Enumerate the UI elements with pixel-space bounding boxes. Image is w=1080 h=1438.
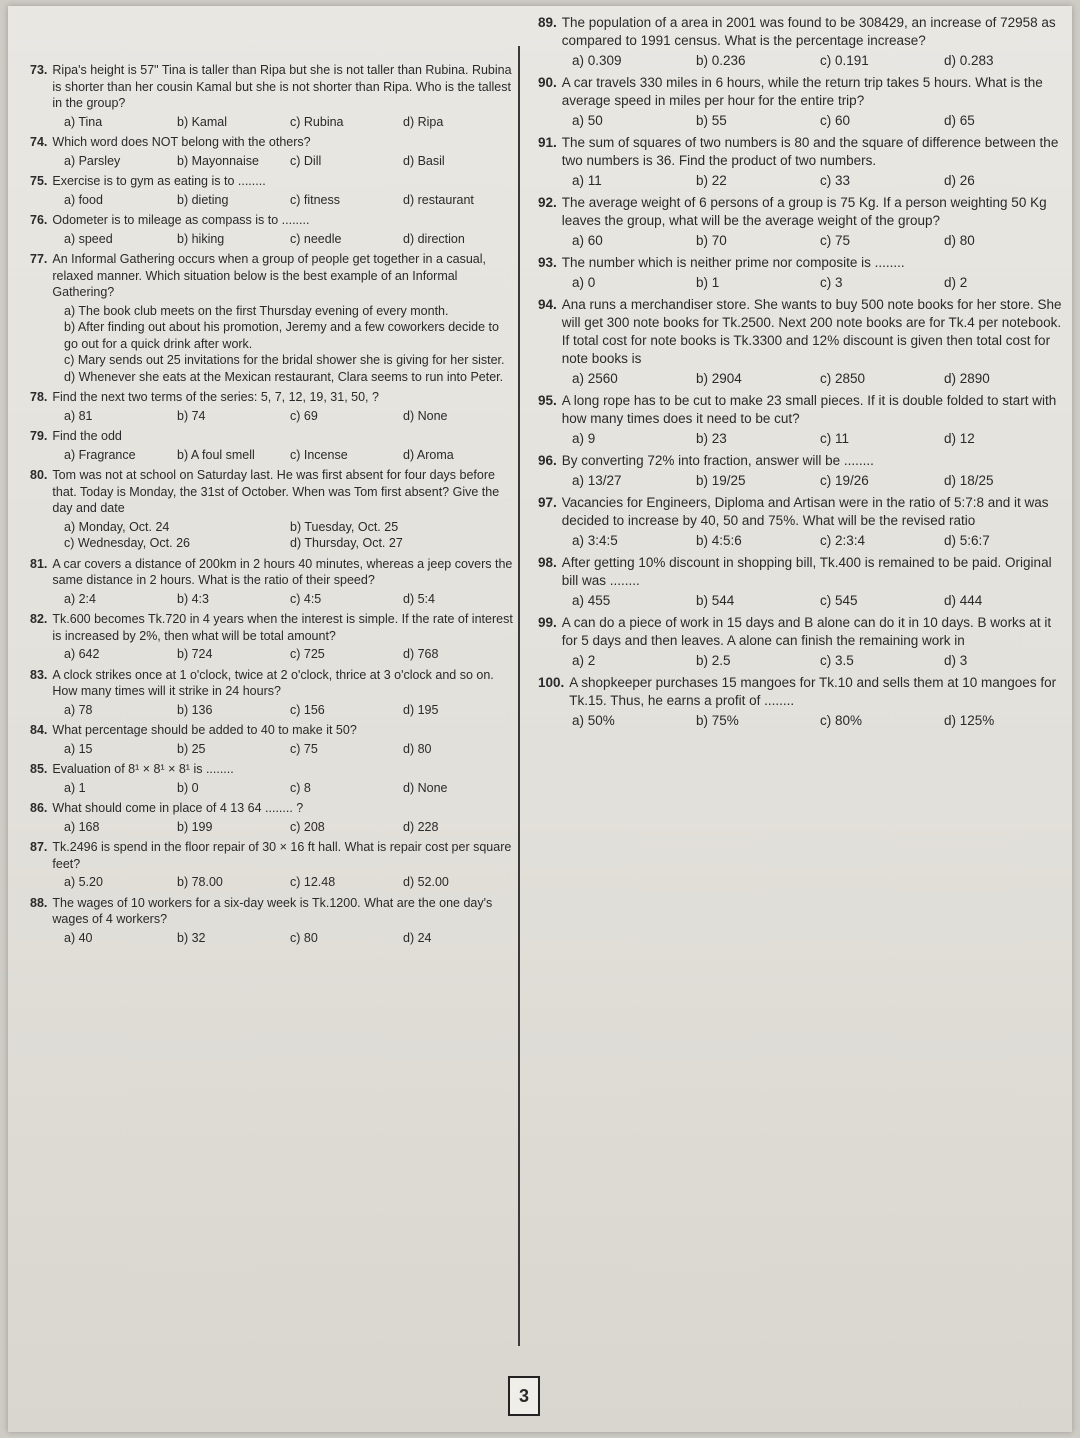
question-text: Odometer is to mileage as compass is to ........ bbox=[52, 213, 310, 227]
answer-option: b) 544 bbox=[696, 593, 735, 608]
answer-options bbox=[30, 231, 516, 248]
question-86 bbox=[30, 800, 516, 835]
answer-option: c) 60 bbox=[820, 113, 851, 128]
answer-option: c) 69 bbox=[290, 408, 318, 423]
question-80 bbox=[30, 467, 516, 552]
answer-option: d) direction bbox=[403, 231, 465, 246]
question-stem bbox=[30, 667, 516, 700]
answer-option: d) 26 bbox=[944, 173, 975, 188]
answer-option: c) needle bbox=[290, 231, 342, 246]
answer-options bbox=[538, 532, 1068, 550]
answer-option: a) 0.309 bbox=[572, 53, 622, 68]
answer-options bbox=[538, 472, 1068, 490]
answer-option: a) speed bbox=[64, 231, 113, 246]
question-number: 91. bbox=[538, 135, 557, 150]
answer-options bbox=[30, 114, 516, 131]
question-number: 73. bbox=[30, 63, 48, 77]
question-84 bbox=[30, 722, 516, 757]
question-79 bbox=[30, 428, 516, 463]
answer-option: c) 80% bbox=[820, 713, 863, 728]
question-text: A car travels 330 miles in 6 hours, while the return trip takes 5 hours. What is the average speed in miles per hour for the entire trip? bbox=[561, 75, 1043, 108]
question-text: The population of a area in 2001 was found to be 308429, an increase of 72958 as compared to 1991 census. What is the percentage increase? bbox=[561, 15, 1056, 48]
answer-option: c) Rubina bbox=[290, 114, 344, 129]
answer-option: d) Basil bbox=[403, 153, 445, 168]
answer-options bbox=[538, 430, 1068, 448]
answer-options bbox=[30, 874, 516, 891]
question-text: An Informal Gathering occurs when a group of people get together in a casual, relaxed manner. Which situation below is the best example of an Informal Gathering? bbox=[52, 252, 486, 299]
answer-option: c) 208 bbox=[290, 819, 325, 834]
question-96 bbox=[538, 452, 1068, 490]
column-divider bbox=[518, 46, 520, 1346]
answer-option: d) None bbox=[403, 780, 448, 795]
exam-page bbox=[8, 6, 1072, 1432]
question-stem bbox=[30, 761, 516, 778]
question-stem bbox=[30, 839, 516, 872]
question-93 bbox=[538, 254, 1068, 292]
answer-option: d) 24 bbox=[403, 930, 432, 945]
answer-option: b) 1 bbox=[696, 275, 720, 290]
answer-option: a) 455 bbox=[572, 593, 611, 608]
question-98 bbox=[538, 554, 1068, 610]
answer-option: a) 15 bbox=[64, 741, 93, 756]
answer-option: b) 19/25 bbox=[696, 473, 746, 488]
question-stem bbox=[538, 392, 1068, 428]
answer-option: c) 4:5 bbox=[290, 591, 322, 606]
answer-option: c) 3 bbox=[820, 275, 843, 290]
answer-option: d) 65 bbox=[944, 113, 975, 128]
question-number: 90. bbox=[538, 75, 557, 90]
answer-options bbox=[538, 232, 1068, 250]
question-number: 85. bbox=[30, 762, 48, 776]
answer-options bbox=[30, 447, 516, 464]
answer-option: c) Mary sends out 25 invitations for the bridal shower she is giving for her sister. bbox=[64, 353, 505, 367]
answer-option: d) 12 bbox=[944, 431, 975, 446]
answer-options bbox=[538, 52, 1068, 70]
question-stem bbox=[538, 614, 1068, 650]
answer-option: d) 52.00 bbox=[403, 875, 449, 889]
question-stem bbox=[30, 134, 516, 151]
answer-option: b) dieting bbox=[177, 192, 229, 207]
answer-option: b) 75% bbox=[696, 713, 739, 728]
question-number: 94. bbox=[538, 297, 557, 312]
question-97 bbox=[538, 494, 1068, 550]
question-text: What should come in place of 4 13 64 ........ ? bbox=[52, 801, 304, 815]
answer-option: a) 2 bbox=[572, 653, 596, 668]
question-stem bbox=[30, 428, 516, 445]
answer-option: c) 156 bbox=[290, 702, 325, 717]
answer-option: b) 2904 bbox=[696, 371, 742, 386]
question-text: A car covers a distance of 200km in 2 hours 40 minutes, whereas a jeep covers the same distance in 2 hours. What is the ratio of their speed? bbox=[52, 556, 513, 587]
question-81 bbox=[30, 556, 516, 608]
answer-option: a) 3:4:5 bbox=[572, 533, 618, 548]
answer-option: b) hiking bbox=[177, 231, 225, 246]
question-number: 95. bbox=[538, 393, 557, 408]
question-number: 97. bbox=[538, 495, 557, 510]
answer-option: a) 11 bbox=[572, 173, 602, 188]
question-text: After getting 10% discount in shopping bill, Tk.400 is remained to be paid. Original bill was ........ bbox=[561, 555, 1052, 588]
question-stem bbox=[538, 674, 1068, 710]
answer-option: d) restaurant bbox=[403, 192, 474, 207]
question-stem bbox=[30, 556, 516, 589]
answer-option: d) 125% bbox=[944, 713, 995, 728]
answer-options bbox=[538, 274, 1068, 292]
answer-option: c) 11 bbox=[820, 431, 850, 446]
question-text: Vacancies for Engineers, Diploma and Artisan were in the ratio of 5:7:8 and it was decided to increase by 40, 50 and 75%. What will be the revised ratio bbox=[561, 495, 1049, 528]
answer-options bbox=[538, 370, 1068, 388]
answer-option: b) 55 bbox=[696, 113, 727, 128]
question-stem bbox=[538, 494, 1068, 530]
answer-option: a) 2:4 bbox=[64, 591, 96, 606]
answer-option: c) 545 bbox=[820, 593, 858, 608]
answer-option: c) 75 bbox=[820, 233, 851, 248]
question-95 bbox=[538, 392, 1068, 448]
question-number: 98. bbox=[538, 555, 557, 570]
answer-option: c) 19/26 bbox=[820, 473, 869, 488]
answer-option: b) 2.5 bbox=[696, 653, 731, 668]
question-89 bbox=[538, 14, 1068, 70]
answer-option: a) Monday, Oct. 24 bbox=[64, 519, 170, 534]
answer-option: d) 5:6:7 bbox=[944, 533, 990, 548]
answer-option: a) The book club meets on the first Thursday evening of every month. bbox=[64, 303, 449, 318]
answer-option: c) 0.191 bbox=[820, 53, 869, 68]
right-question-column bbox=[538, 14, 1068, 734]
question-number: 77. bbox=[30, 252, 48, 266]
answer-option: a) 81 bbox=[64, 408, 93, 423]
question-text: The number which is neither prime nor composite is ........ bbox=[561, 255, 905, 270]
question-stem bbox=[538, 14, 1068, 50]
answer-option: a) 1 bbox=[64, 780, 86, 795]
answer-option: d) 2 bbox=[944, 275, 968, 290]
question-text: The sum of squares of two numbers is 80 and the square of difference between the two numbers is 36. Find the product of two numbers. bbox=[561, 135, 1059, 168]
question-78 bbox=[30, 389, 516, 424]
answer-options bbox=[30, 591, 516, 608]
question-76 bbox=[30, 212, 516, 247]
answer-option: c) 33 bbox=[820, 173, 851, 188]
question-stem bbox=[30, 251, 516, 301]
question-stem bbox=[30, 62, 516, 112]
question-stem bbox=[30, 173, 516, 190]
answer-option: c) 725 bbox=[290, 647, 325, 661]
answer-options bbox=[30, 702, 516, 719]
question-text: Ripa's height is 57" Tina is taller than Ripa but she is not taller than Rubina. Rubina is shorter than her cousin Kamal but she is not shorter than Ripa. Who is the tallest in the group? bbox=[52, 63, 512, 110]
answer-option: a) 168 bbox=[64, 819, 100, 834]
answer-option: a) 50% bbox=[572, 713, 615, 728]
answer-options bbox=[538, 592, 1068, 610]
question-stem bbox=[538, 296, 1068, 368]
question-number: 92. bbox=[538, 195, 557, 210]
answer-option: c) 3.5 bbox=[820, 653, 854, 668]
answer-option: d) 444 bbox=[944, 593, 983, 608]
answer-option: b) 70 bbox=[696, 233, 727, 248]
question-stem bbox=[30, 722, 516, 739]
question-text: A clock strikes once at 1 o'clock, twice at 2 o'clock, thrice at 3 o'clock and so on. How many times will it strike in 24 hours? bbox=[52, 667, 494, 698]
answer-option: d) 80 bbox=[403, 741, 432, 756]
answer-option: a) 50 bbox=[572, 113, 603, 128]
answer-options bbox=[30, 192, 516, 209]
answer-option: d) Ripa bbox=[403, 114, 444, 129]
answer-options bbox=[30, 780, 516, 797]
answer-option: d) 3 bbox=[944, 653, 968, 668]
question-number: 74. bbox=[30, 135, 48, 149]
question-number: 88. bbox=[30, 895, 48, 910]
question-stem bbox=[30, 212, 516, 229]
question-text: Tk.2496 is spend in the floor repair of 30 × 16 ft hall. What is repair cost per square feet? bbox=[52, 840, 512, 871]
question-text: Evaluation of 8¹ × 8¹ × 8¹ is ........ bbox=[52, 762, 234, 776]
answer-option: b) After finding out about his promotion, Jeremy and a few coworkers decide to go out for a quick drink after work. bbox=[64, 320, 499, 351]
question-stem bbox=[30, 467, 516, 517]
question-stem bbox=[538, 554, 1068, 590]
answer-option: d) Aroma bbox=[403, 447, 454, 462]
answer-option: b) Tuesday, Oct. 25 bbox=[290, 519, 399, 534]
answer-option: a) Parsley bbox=[64, 153, 121, 168]
question-number: 99. bbox=[538, 615, 557, 630]
answer-option: c) 12.48 bbox=[290, 875, 336, 889]
answer-options bbox=[30, 819, 516, 836]
left-question-column bbox=[30, 62, 516, 950]
answer-option: b) 4:3 bbox=[177, 591, 209, 606]
question-74 bbox=[30, 134, 516, 169]
answer-option: d) None bbox=[403, 408, 448, 423]
question-stem bbox=[538, 452, 1068, 470]
question-number: 87. bbox=[30, 840, 48, 854]
answer-options bbox=[30, 153, 516, 170]
answer-option: d) 5:4 bbox=[403, 591, 435, 606]
answer-option: b) 25 bbox=[177, 741, 206, 756]
answer-options bbox=[538, 712, 1068, 730]
question-stem bbox=[30, 800, 516, 817]
answer-options bbox=[30, 519, 516, 552]
question-number: 86. bbox=[30, 801, 48, 815]
answer-options bbox=[30, 408, 516, 425]
question-stem bbox=[538, 194, 1068, 230]
answer-option: b) 136 bbox=[177, 702, 213, 717]
question-88 bbox=[30, 895, 516, 947]
answer-option: c) Incense bbox=[290, 447, 348, 462]
question-text: Exercise is to gym as eating is to ........ bbox=[52, 174, 266, 188]
question-82 bbox=[30, 611, 516, 663]
answer-options bbox=[538, 652, 1068, 670]
answer-option: c) 80 bbox=[290, 930, 318, 945]
answer-option: a) 78 bbox=[64, 702, 93, 717]
question-73 bbox=[30, 62, 516, 130]
answer-options bbox=[30, 741, 516, 758]
question-text: A can do a piece of work in 15 days and B alone can do it in 10 days. B works at it for 5 days and then leaves. A alone can finish the remaining work in bbox=[561, 615, 1052, 648]
answer-options bbox=[538, 172, 1068, 190]
question-text: Which word does NOT belong with the others? bbox=[52, 135, 311, 149]
question-text: Find the odd bbox=[52, 429, 122, 443]
question-94 bbox=[538, 296, 1068, 388]
answer-option: b) 32 bbox=[177, 930, 206, 945]
answer-option: b) 22 bbox=[696, 173, 727, 188]
question-text: What percentage should be added to 40 to make it 50? bbox=[52, 723, 357, 737]
question-text: A long rope has to be cut to make 23 small pieces. If it is double folded to start with how many times does it need to be cut? bbox=[561, 393, 1057, 426]
question-number: 84. bbox=[30, 723, 48, 737]
question-stem bbox=[538, 134, 1068, 170]
question-text: The average weight of 6 persons of a group is 75 Kg. If a person weighting 50 Kg leaves the group, what will be the average weight of the group? bbox=[561, 195, 1047, 228]
question-text: Find the next two terms of the series: 5, 7, 12, 19, 31, 50, ? bbox=[52, 390, 379, 404]
answer-option: b) 74 bbox=[177, 408, 206, 423]
question-number: 96. bbox=[538, 453, 557, 468]
answer-option: d) 0.283 bbox=[944, 53, 994, 68]
answer-options bbox=[538, 112, 1068, 130]
answer-option: b) Mayonnaise bbox=[177, 153, 259, 168]
answer-options bbox=[30, 303, 516, 386]
question-77 bbox=[30, 251, 516, 385]
question-text: The wages of 10 workers for a six-day week is Tk.1200. What are the one day's wages of 4 workers? bbox=[52, 895, 493, 926]
question-87 bbox=[30, 839, 516, 891]
answer-option: d) 228 bbox=[403, 819, 439, 834]
question-number: 100. bbox=[538, 675, 565, 690]
question-text: Tom was not at school on Saturday last. He was first absent for four days before that. Today is Monday, the 31st of October. When was Tom first absent? Give the day and date bbox=[52, 468, 500, 515]
answer-option: c) Dill bbox=[290, 153, 322, 168]
question-text: Ana runs a merchandiser store. She wants to buy 500 note books for her store. She will get 300 note books for Tk.2500. Next 200 note books are for Tk.4 per notebook. If total cost for note books is Tk.3300 and 12% discount is given then total cost for note books is bbox=[561, 297, 1062, 366]
answer-option: a) 0 bbox=[572, 275, 596, 290]
answer-option: a) 40 bbox=[64, 930, 93, 945]
answer-option: a) 2560 bbox=[572, 371, 618, 386]
question-stem bbox=[538, 254, 1068, 272]
answer-option: a) 13/27 bbox=[572, 473, 622, 488]
answer-option: c) Wednesday, Oct. 26 bbox=[64, 536, 190, 550]
question-stem bbox=[30, 389, 516, 406]
answer-options bbox=[30, 646, 516, 663]
answer-option: b) 4:5:6 bbox=[696, 533, 742, 548]
answer-option: b) 724 bbox=[177, 647, 213, 661]
question-number: 81. bbox=[30, 556, 48, 571]
question-85 bbox=[30, 761, 516, 796]
question-number: 83. bbox=[30, 667, 48, 682]
answer-option: c) 8 bbox=[290, 780, 311, 795]
answer-option: b) 0 bbox=[177, 780, 199, 795]
question-90 bbox=[538, 74, 1068, 130]
question-number: 79. bbox=[30, 429, 48, 443]
answer-option: d) Thursday, Oct. 27 bbox=[290, 536, 403, 550]
question-number: 89. bbox=[538, 15, 557, 30]
question-91 bbox=[538, 134, 1068, 190]
page-number: 3 bbox=[508, 1376, 540, 1416]
question-stem bbox=[30, 895, 516, 928]
answer-option: b) A foul smell bbox=[177, 447, 255, 462]
question-number: 80. bbox=[30, 468, 48, 482]
question-number: 93. bbox=[538, 255, 557, 270]
question-text: By converting 72% into fraction, answer will be ........ bbox=[561, 453, 874, 468]
answer-option: a) Fragrance bbox=[64, 447, 136, 462]
answer-option: a) 9 bbox=[572, 431, 596, 446]
answer-option: a) Tina bbox=[64, 114, 103, 129]
answer-option: b) 199 bbox=[177, 819, 213, 834]
question-99 bbox=[538, 614, 1068, 670]
answer-option: c) fitness bbox=[290, 192, 341, 207]
answer-option: a) food bbox=[64, 192, 103, 207]
question-stem bbox=[30, 611, 516, 644]
question-number: 76. bbox=[30, 213, 48, 227]
answer-option: c) 75 bbox=[290, 741, 318, 756]
question-92 bbox=[538, 194, 1068, 250]
question-number: 75. bbox=[30, 174, 48, 188]
question-stem bbox=[538, 74, 1068, 110]
answer-option: b) 78.00 bbox=[177, 875, 223, 889]
answer-option: b) 0.236 bbox=[696, 53, 746, 68]
question-text: Tk.600 becomes Tk.720 in 4 years when the interest is simple. If the rate of interest is increased by 2%, then what will be total amount? bbox=[52, 612, 513, 643]
answer-option: a) 5.20 bbox=[64, 875, 103, 889]
question-83 bbox=[30, 667, 516, 719]
answer-option: b) Kamal bbox=[177, 114, 228, 129]
answer-option: d) 18/25 bbox=[944, 473, 994, 488]
answer-option: b) 23 bbox=[696, 431, 727, 446]
answer-option: c) 2:3:4 bbox=[820, 533, 866, 548]
answer-options bbox=[30, 930, 516, 947]
answer-option: d) 2890 bbox=[944, 371, 990, 386]
question-number: 78. bbox=[30, 390, 48, 404]
question-75 bbox=[30, 173, 516, 208]
answer-option: d) Whenever she eats at the Mexican restaurant, Clara seems to run into Peter. bbox=[64, 369, 504, 384]
answer-option: a) 642 bbox=[64, 647, 100, 661]
question-number: 82. bbox=[30, 612, 48, 626]
question-text: A shopkeeper purchases 15 mangoes for Tk.10 and sells them at 10 mangoes for Tk.15. Thus, he earns a profit of ........ bbox=[569, 675, 1057, 708]
question-100 bbox=[538, 674, 1068, 730]
answer-option: d) 195 bbox=[403, 702, 439, 717]
answer-option: d) 80 bbox=[944, 233, 975, 248]
answer-option: d) 768 bbox=[403, 647, 439, 661]
answer-option: c) 2850 bbox=[820, 371, 866, 386]
answer-option: a) 60 bbox=[572, 233, 603, 248]
